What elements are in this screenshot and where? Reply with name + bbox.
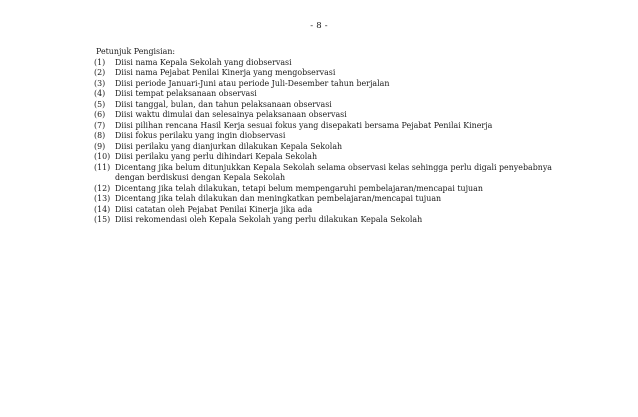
instruction-item-15 [94, 215, 575, 226]
item-number: (11) [94, 162, 111, 172]
item-text: Diisi tanggal, bulan, dan tahun pelaksanaan observasi [115, 99, 332, 109]
item-number: (3) [94, 78, 106, 88]
item-text: Diisi pilihan rencana Hasil Kerja sesuai fokus yang disepakati bersama Pejabat Penilai Kinerja [115, 120, 493, 130]
item-text: Dicentang jika telah dilakukan dan meningkatkan pembelajaran/mencapai tujuan [115, 194, 442, 203]
instruction-item-8 [94, 131, 575, 142]
instruction-item-10 [94, 152, 575, 163]
item-text: Diisi perilaku yang perlu dihindari Kepala Sekolah [115, 152, 318, 161]
item-text: Diisi waktu dimulai dan selesainya pelaksanaan observasi [115, 110, 347, 119]
item-number: (2) [94, 68, 106, 77]
item-number: (7) [94, 120, 106, 130]
instruction-list [95, 58, 575, 226]
item-text: Diisi rekomendasi oleh Kepala Sekolah yang perlu dilakukan Kepala Sekolah [115, 215, 423, 224]
instruction-item-1 [94, 58, 575, 69]
item-number: (6) [94, 110, 106, 119]
item-number: (15) [94, 215, 111, 224]
instruction-item-2 [94, 68, 575, 79]
instruction-item-14 [94, 205, 575, 216]
instruction-item-11 [94, 163, 575, 184]
instruction-item-3 [94, 79, 575, 90]
item-text: Diisi perilaku yang dianjurkan dilakukan Kepala Sekolah [115, 141, 343, 151]
instruction-item-12 [94, 184, 575, 195]
item-number: (13) [94, 194, 111, 203]
item-number: (1) [94, 57, 106, 67]
filling-instructions [95, 47, 575, 226]
item-number: (10) [94, 152, 111, 161]
item-number: (14) [94, 204, 111, 214]
instructions-title: Petunjuk Pengisian: [96, 47, 176, 56]
item-text: Dicentang jika telah dilakukan, tetapi belum mempengaruhi pembelajaran/mencapai tujuan [115, 183, 483, 193]
item-text: Diisi fokus perilaku yang ingin diobservasi [115, 131, 286, 140]
item-number: (8) [94, 131, 106, 140]
instruction-item-13 [94, 194, 575, 205]
instruction-item-4 [94, 89, 575, 100]
instruction-item-6 [94, 110, 575, 121]
item-text: Diisi periode Januari-Juni atau periode Juli-Desember tahun berjalan [115, 78, 390, 88]
page-number: - 8 - [310, 21, 328, 31]
item-number: (4) [94, 89, 106, 98]
item-text: Dicentang jika belum ditunjukkan Kepala Sekolah selama observasi kelas sehingga perlu digali penyebabnya dengan berdiskusi dengan Kepala Sekolah [115, 162, 552, 182]
item-text: Diisi tempat pelaksanaan observasi [115, 89, 257, 98]
item-text: Diisi nama Kepala Sekolah yang diobservasi [115, 57, 292, 67]
item-number: (12) [94, 183, 111, 193]
instruction-item-5 [94, 100, 575, 111]
item-number: (9) [94, 141, 106, 151]
item-text: Diisi nama Pejabat Penilai Kinerja yang mengobservasi [115, 68, 336, 77]
instruction-item-7 [94, 121, 575, 132]
item-number: (5) [94, 99, 106, 109]
item-text: Diisi catatan oleh Pejabat Penilai Kinerja jika ada [115, 204, 313, 214]
instruction-item-9 [94, 142, 575, 153]
